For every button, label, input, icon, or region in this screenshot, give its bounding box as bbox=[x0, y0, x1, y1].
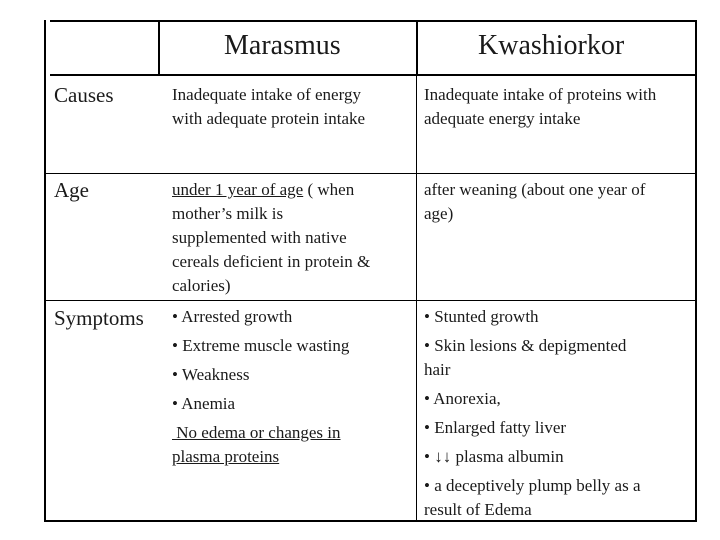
row-label-age: Age bbox=[54, 178, 89, 202]
text-line: with adequate protein intake bbox=[172, 109, 366, 128]
row-divider bbox=[46, 173, 697, 174]
list-item: • Anorexia, bbox=[424, 389, 501, 408]
list-item: • a deceptively plump belly as a bbox=[424, 476, 641, 495]
age-kwashiorkor-cell bbox=[424, 178, 696, 226]
text-line: calories) bbox=[172, 276, 231, 295]
text-line: age) bbox=[424, 204, 454, 223]
list-item: result of Edema bbox=[424, 500, 532, 519]
text-line: Inadequate intake of proteins with bbox=[424, 85, 657, 104]
row-label-causes: Causes bbox=[54, 83, 114, 107]
text-line: mother’s milk is bbox=[172, 204, 284, 223]
text-line: Inadequate intake of energy bbox=[172, 85, 361, 104]
row-divider bbox=[46, 300, 697, 301]
header-cell-kwashiorkor bbox=[416, 20, 697, 76]
text-line: cereals deficient in protein & bbox=[172, 252, 371, 271]
list-item: • Arrested growth bbox=[172, 307, 293, 326]
causes-kwashiorkor-cell bbox=[424, 83, 696, 131]
header-cell-marasmus bbox=[160, 20, 416, 76]
list-item: • Stunted growth bbox=[424, 307, 539, 326]
text-line: after weaning (about one year of bbox=[424, 180, 646, 199]
header-marasmus: Marasmus bbox=[224, 30, 341, 61]
text-line: supplemented with native bbox=[172, 228, 347, 247]
text-line: ( when bbox=[303, 180, 355, 199]
header-kwashiorkor: Kwashiorkor bbox=[478, 30, 625, 61]
list-item: • Extreme muscle wasting bbox=[172, 336, 350, 355]
list-item: • Enlarged fatty liver bbox=[424, 418, 567, 437]
causes-marasmus-cell bbox=[172, 83, 412, 131]
text-line: adequate energy intake bbox=[424, 109, 581, 128]
age-underlined-text: under 1 year of age bbox=[172, 180, 304, 199]
age-marasmus-cell bbox=[172, 178, 412, 298]
no-edema-note-line2: plasma proteins bbox=[172, 447, 280, 466]
symptoms-kwashiorkor-cell bbox=[424, 305, 696, 522]
row-label-symptoms: Symptoms bbox=[54, 306, 144, 330]
no-edema-note: No edema or changes in bbox=[172, 423, 341, 442]
list-item: • Skin lesions & depigmented bbox=[424, 336, 627, 355]
column-divider bbox=[416, 76, 417, 520]
symptoms-marasmus-cell bbox=[172, 305, 412, 469]
list-item: • ↓↓ plasma albumin bbox=[424, 447, 564, 466]
empty-header-cell bbox=[50, 20, 160, 76]
comparison-table bbox=[44, 20, 697, 522]
list-item: hair bbox=[424, 360, 451, 379]
list-item: • Weakness bbox=[172, 365, 250, 384]
list-item: • Anemia bbox=[172, 394, 236, 413]
